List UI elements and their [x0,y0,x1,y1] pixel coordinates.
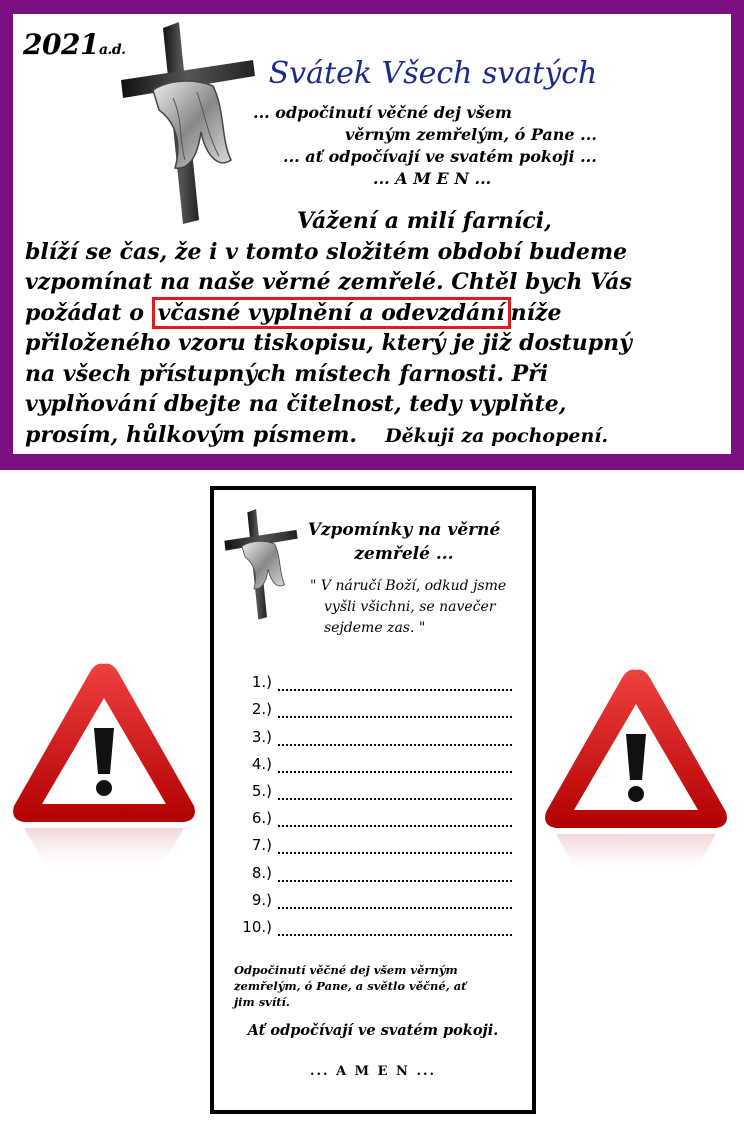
letter-line-2: vzpomínat na naše věrné zemřelé. Chtěl bych Vás [25,269,632,295]
letter-greeting: Vážení a milí farníci, [297,208,552,234]
form-quote-line-2: vyšli všichni, se navečer [324,599,496,615]
form-prayer-line-3: jim svítí. [234,995,290,1009]
name-row [230,854,520,881]
notice-prayer [233,102,653,190]
letter-thanks: Děkuji za pochopení. [385,424,609,447]
name-field[interactable] [278,811,512,827]
name-row [230,691,520,718]
form-prayer-line-2: zemřelým, ó Pane, a světlo věčné, ať [234,979,467,993]
row-number: 1.) [251,673,272,692]
warning-triangle-icon [8,658,200,878]
row-number: 4.) [251,754,272,773]
prayer-line-3: ... ať odpočívají ve svatém pokoji ... [283,147,597,166]
letter-line-7 [25,420,725,452]
name-row [230,909,520,936]
form-amen: ... A M E N ... [309,1064,437,1079]
form-quote [310,576,520,639]
row-number: 9.) [251,890,272,909]
name-row [230,882,520,909]
row-number: 2.) [251,700,272,719]
letter-line-3-start: požádat o [25,299,144,326]
letter-line-5: na všech přístupných místech farnosti. Při [25,360,549,387]
name-field[interactable] [278,893,512,909]
form-title-line-2: zemřelé ... [354,544,454,564]
letter-line-7-text: prosím, hůlkovým písmem. [25,421,358,448]
prayer-line-4: ... A M E N ... [373,169,492,188]
row-number: 8.) [251,863,272,882]
form-rest-line: Ať odpočívají ve svatém pokoji. [247,1022,499,1039]
form-title-line-1: Vzpomínky na věrné [307,520,501,540]
name-row [230,718,520,745]
name-row [230,773,520,800]
name-row [230,664,520,691]
form-quote-line-1: " V náručí Boží, odkud jsme [310,578,507,594]
prayer-line-2: věrným zemřelým, ó Pane ... [345,125,597,144]
letter-line-3-end: níže [510,299,562,326]
year-suffix: a.d. [98,42,126,58]
highlighted-request: včasné vyplnění a odevzdání [152,297,511,329]
remembrance-form [210,486,536,1114]
name-field[interactable] [278,702,512,718]
name-field[interactable] [278,757,512,773]
row-number: 5.) [251,781,272,800]
name-field[interactable] [278,784,512,800]
notice-frame [0,0,744,470]
name-field[interactable] [278,838,512,854]
form-prayer-line-1: Odpočinutí věčné dej všem věrným [234,963,458,977]
letter-line-3 [25,298,725,329]
letter-line-1: blíží se čas, že i v tomto složitém období budeme [25,238,628,265]
name-field[interactable] [278,730,512,746]
form-title [284,518,524,566]
year-label: 2021a.d. [23,28,126,61]
name-row [230,746,520,773]
notice-panel [13,14,731,454]
name-field[interactable] [278,866,512,882]
name-list [230,664,520,936]
row-number: 3.) [251,727,272,746]
form-prayer [234,962,524,1010]
row-number: 6.) [251,809,272,828]
name-row [230,800,520,827]
name-row [230,827,520,854]
row-number: 10.) [242,917,272,936]
letter-line-4: přiloženého vzoru tiskopisu, který je již dostupný [25,330,632,356]
form-quote-line-3: sejdeme zas. " [324,620,426,636]
notice-letter [25,206,725,451]
row-number: 7.) [251,836,272,855]
name-field[interactable] [278,675,512,691]
warning-triangle-icon [540,664,732,884]
notice-title: Svátek Všech svatých [268,56,598,91]
prayer-line-1: ... odpočinutí věčné dej všem [253,103,512,122]
letter-line-6: vyplňování dbejte na čitelnost, tedy vyplňte, [25,391,567,417]
name-field[interactable] [278,920,512,936]
